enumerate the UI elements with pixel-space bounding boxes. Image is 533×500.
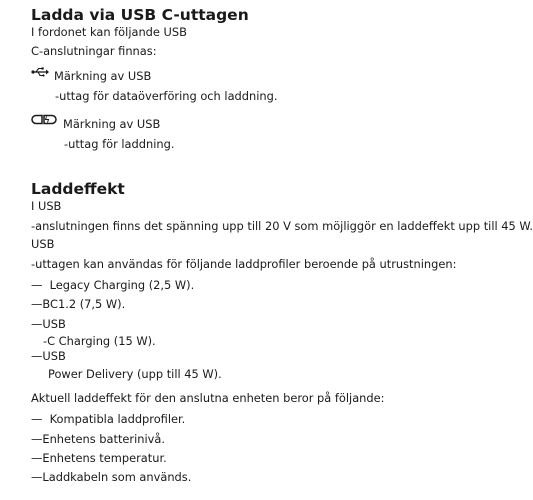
usb-charge-label: Märkning av USB xyxy=(63,117,161,131)
factor-text: Kompatibla laddprofiler. xyxy=(49,412,186,426)
dash-bullet: — xyxy=(31,317,43,331)
profile-item xyxy=(31,297,125,311)
factor-item xyxy=(31,432,165,446)
usb-data-icon xyxy=(31,67,49,77)
section-title-usb-c: Ladda via USB C-uttagen xyxy=(31,6,249,24)
factor-text: Enhetens batterinivå. xyxy=(42,432,166,446)
dash-bullet: — xyxy=(31,470,43,484)
factor-item xyxy=(31,470,191,484)
dash-bullet: — xyxy=(31,451,43,465)
section-title-laddeffekt: Laddeffekt xyxy=(31,180,125,198)
factor-text: Laddkabeln som används. xyxy=(42,470,192,484)
paragraph-5: Aktuell laddeffekt för den anslutna enheten beror på följande: xyxy=(31,391,385,405)
factor-text: Enhetens temperatur. xyxy=(42,451,167,465)
profile-text: BC1.2 (7,5 W). xyxy=(42,297,126,311)
intro-line-1: I fordonet kan följande USB xyxy=(31,25,187,39)
dash-bullet: — xyxy=(31,278,43,292)
paragraph-1: I USB xyxy=(31,199,62,213)
dash-bullet: — xyxy=(31,297,43,311)
profile-text: USB xyxy=(42,317,66,331)
dash-bullet: — xyxy=(31,432,43,446)
profile-text: Legacy Charging (2,5 W). xyxy=(49,278,195,292)
profile-subtext: Power Delivery (upp till 45 W). xyxy=(48,367,222,381)
usb-data-label: Märkning av USB xyxy=(54,69,152,83)
usb-charge-icon xyxy=(31,114,59,125)
profile-item xyxy=(31,317,66,331)
profile-subtext: -C Charging (15 W). xyxy=(43,334,156,348)
dash-bullet: — xyxy=(31,412,43,426)
paragraph-2: -anslutningen finns det spänning upp till 20 V som möjliggör en laddeffekt upp till 45 W. xyxy=(31,219,533,233)
profile-item xyxy=(31,278,194,292)
paragraph-3: USB xyxy=(31,237,55,251)
profile-text: USB xyxy=(42,349,66,363)
usb-data-description: -uttag för dataöverföring och laddning. xyxy=(55,89,278,103)
profile-item xyxy=(31,349,66,363)
usb-charge-description: -uttag för laddning. xyxy=(64,137,175,151)
factor-item xyxy=(31,451,167,465)
intro-line-2: C-anslutningar finnas: xyxy=(31,44,157,58)
paragraph-4: -uttagen kan användas för följande laddprofiler beroende på utrustningen: xyxy=(31,257,457,271)
dash-bullet: — xyxy=(31,349,43,363)
factor-item xyxy=(31,412,185,426)
